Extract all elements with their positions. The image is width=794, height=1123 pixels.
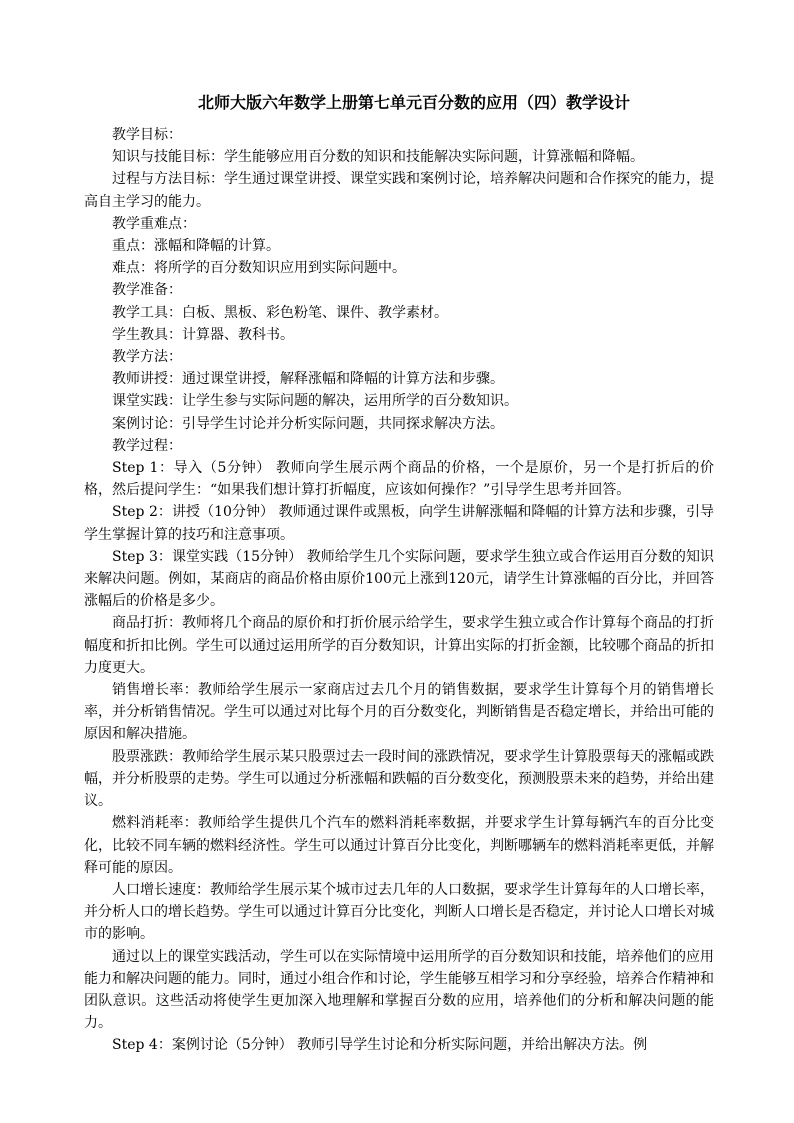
paragraph-sales-growth-activity: 销售增长率：教师给学生展示一家商店过去几个月的销售数据，要求学生计算每个月的销售增长率，并分析销售情况。学生可以通过对比每个月的百分数变化，判断销售是否稳定增长，并给出可能的原因和解决措施。 [84,682,714,743]
paragraph-preparation-heading: 教学准备： [112,282,182,299]
paragraph-knowledge-goal: 知识与技能目标：学生能够应用百分数的知识和技能解决实际问题，计算涨幅和降幅。 [112,149,644,166]
paragraph-student-tools: 学生教具：计算器、教科书。 [112,326,294,343]
paragraph-process-heading: 教学过程： [112,437,182,454]
paragraph-objectives-heading: 教学目标： [112,127,182,143]
paragraph-discount-activity: 商品打折：教师将几个商品的原价和打折价展示给学生，要求学生独立或合作计算每个商品的打折幅度和折扣比例。学生可以通过运用所学的百分数知识，计算出实际的打折金额，比较哪个商品的折扣力度更大。 [84,615,714,676]
paragraph-difficulty: 难点：将所学的百分数知识应用到实际问题中。 [112,260,406,277]
paragraph-key-points-heading: 教学重难点： [112,215,196,232]
paragraph-key-point: 重点：涨幅和降幅的计算。 [112,238,280,255]
paragraph-summary: 通过以上的课堂实践活动，学生可以在实际情境中运用所学的百分数知识和技能，培养他们的应用能力和解决问题的能力。同时，通过小组合作和讨论，学生能够互相学习和分享经验，培养合作精神和团队意识。这些活动将使学生更加深入地理解和掌握百分数的应用，培养他们的分析和解决问题的能力。 [84,948,714,1032]
paragraph-method-practice: 课堂实践：让学生参与实际问题的解决，运用所学的百分数知识。 [112,393,518,410]
paragraph-step-2: Step 2：讲授（10分钟） 教师通过课件或黑板，向学生讲解涨幅和降幅的计算方法和步骤，引导学生掌握计算的技巧和注意事项。 [84,504,714,543]
paragraph-stock-activity: 股票涨跌：教师给学生展示某只股票过去一段时间的涨跌情况，要求学生计算股票每天的涨幅或跌幅，并分析股票的走势。学生可以通过分析涨幅和跌幅的百分数变化，预测股票未来的趋势，并给出建议。 [84,748,714,810]
document-title: 北师大版六年数学上册第七单元百分数的应用（四）教学设计 [197,93,630,112]
paragraph-fuel-activity: 燃料消耗率：教师给学生提供几个汽车的燃料消耗率数据，并要求学生计算每辆汽车的百分比变化，比较不同车辆的燃料经济性。学生可以通过计算百分比变化，判断哪辆车的燃料消耗率更低，并解释可能的原因。 [84,815,714,876]
paragraph-methods-heading: 教学方法： [112,349,182,366]
paragraph-method-lecture: 教师讲授：通过课堂讲授，解释涨幅和降幅的计算方法和步骤。 [112,371,504,388]
paragraph-step-4: Step 4：案例讨论（5分钟） 教师引导学生讨论和分析实际问题，并给出解决方法。例 [112,1037,648,1054]
paragraph-step-1: Step 1：导入（5分钟） 教师向学生展示两个商品的价格，一个是原价，另一个是打折后的价格，然后提问学生：“如果我们想计算打折幅度，应该如何操作？”引导学生思考并回答。 [84,460,714,499]
paragraph-teaching-tools: 教学工具：白板、黑板、彩色粉笔、课件、教学素材。 [112,304,448,321]
paragraph-population-activity: 人口增长速度：教师给学生展示某个城市过去几年的人口数据，要求学生计算每年的人口增长率，并分析人口的增长趋势。学生可以通过计算百分比变化，判断人口增长是否稳定，并讨论人口增长对城市的影响。 [84,881,714,943]
paragraph-method-discussion: 案例讨论：引导学生讨论并分析实际问题，共同探求解决方法。 [112,415,504,432]
paragraph-process-goal: 过程与方法目标：学生通过课堂讲授、课堂实践和案例讨论，培养解决问题和合作探究的能力，提高自主学习的能力。 [84,171,714,210]
paragraph-step-3: Step 3：课堂实践（15分钟） 教师给学生几个实际问题，要求学生独立或合作运用百分数的知识来解决问题。例如，某商店的商品价格由原价100元上涨到120元，请学生计算涨幅的百分比，并回答涨幅后的价格是多少。 [84,548,714,610]
document-page [84,92,714,1057]
